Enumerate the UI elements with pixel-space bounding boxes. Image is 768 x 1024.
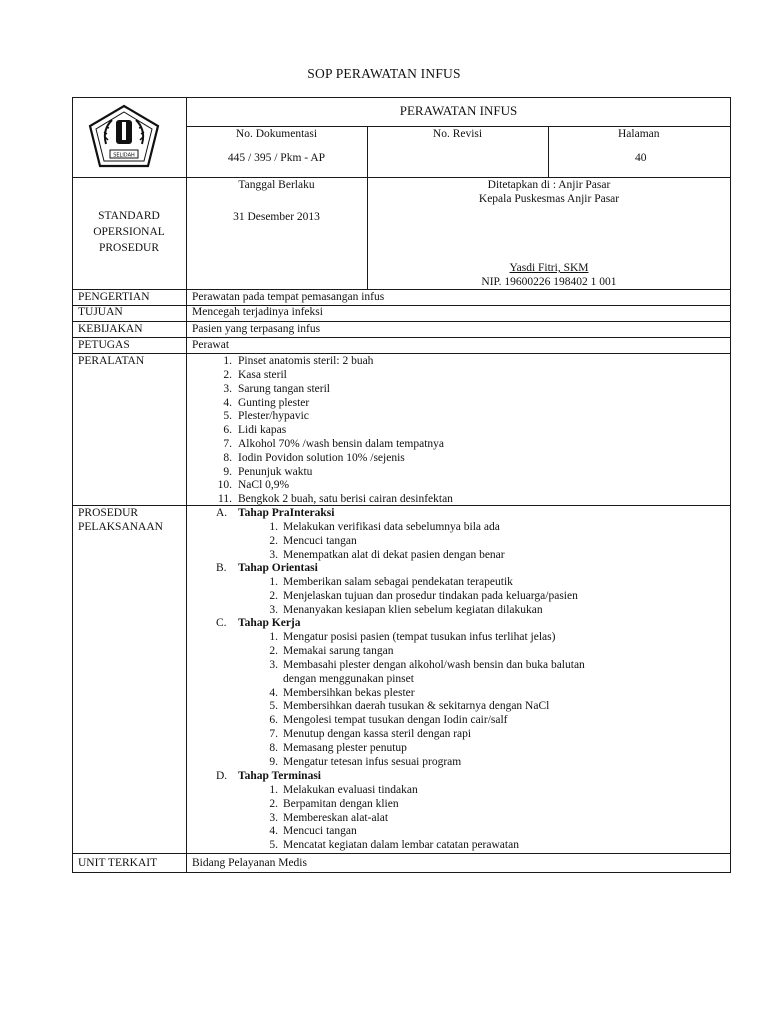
page-label: Halaman (618, 128, 660, 140)
list-item: Mencuci tangan (283, 535, 357, 547)
revision-label: No. Revisi (432, 128, 483, 140)
stage-title: Tahap Orientasi (238, 562, 318, 574)
list-item: Lidi kapas (238, 424, 287, 436)
row-label-unit: UNIT TERKAIT (78, 857, 158, 869)
list-item: Plester/hypavic (238, 410, 309, 422)
row-label-petugas: PETUGAS (78, 339, 130, 351)
row-label-prosedur-2: PELAKSANAAN (78, 521, 163, 533)
effective-label: Tanggal Berlaku (238, 179, 315, 191)
signer-nip: NIP. 19600226 198402 1 001 (481, 276, 617, 288)
sop-label-2: OPERSIONAL (93, 226, 165, 238)
list-item: Pinset anatomis steril: 2 buah (238, 355, 374, 367)
list-item: Mengolesi tempat tusukan dengan Iodin cair/salf (283, 714, 508, 726)
procedure-title: PERAWATAN INFUS (399, 103, 518, 118)
doc-no-value: 445 / 395 / Pkm - AP (227, 152, 326, 164)
list-item-continuation: dengan menggunakan pinset (283, 673, 414, 685)
page-title: SOP PERAWATAN INFUS (307, 66, 461, 81)
svg-text:SELIDAH: SELIDAH (113, 152, 135, 159)
list-item: Alkohol 70% /wash bensin dalam tempatnya (238, 438, 445, 450)
issued-location: Ditetapkan di : Anjir Pasar (487, 179, 611, 191)
sop-label-3: PROSEDUR (98, 242, 160, 254)
stage-letter: D. (216, 770, 228, 782)
list-item: Membereskan alat-alat (283, 812, 389, 824)
list-item: Melakukan evaluasi tindakan (283, 784, 418, 796)
list-item: Mengatur tetesan infus sesuai program (283, 756, 462, 768)
list-item: Mengatur posisi pasien (tempat tusukan infus terlihat jelas) (283, 631, 556, 643)
row-label-tujuan: TUJUAN (78, 306, 123, 318)
stage-letter: C. (216, 617, 227, 629)
list-item: Menempatkan alat di dekat pasien dengan benar (283, 549, 505, 561)
list-item: Menjelaskan tujuan dan prosedur tindakan pada keluarga/pasien (283, 590, 578, 602)
stage-letter: B. (216, 562, 227, 574)
row-value-petugas: Perawat (192, 339, 230, 351)
list-item: Penunjuk waktu (238, 466, 313, 478)
stage-title: Tahap Kerja (238, 617, 301, 629)
row-value-pengertian: Perawatan pada tempat pemasangan infus (192, 291, 385, 303)
row-label-peralatan: PERALATAN (78, 355, 145, 367)
list-item: Gunting plester (238, 397, 310, 409)
list-item: NaCl 0,9% (238, 479, 290, 491)
row-label-prosedur-1: PROSEDUR (78, 507, 139, 519)
stage-title: Tahap Terminasi (238, 770, 321, 782)
list-item: Membasahi plester dengan alkohol/wash bensin dan buka balutan (283, 659, 585, 671)
row-value-tujuan: Mencegah terjadinya infeksi (192, 306, 323, 318)
issued-by: Kepala Puskesmas Anjir Pasar (478, 193, 620, 205)
row-value-unit: Bidang Pelayanan Medis (192, 857, 307, 869)
list-item: Berpamitan dengan klien (283, 798, 399, 810)
signer-name: Yasdi Fitri, SKM (509, 262, 589, 274)
row-label-kebijakan: KEBIJAKAN (78, 323, 143, 335)
list-item: Mencatat kegiatan dalam lembar catatan perawatan (283, 839, 519, 851)
row-label-pengertian: PENGERTIAN (78, 291, 150, 303)
list-item: Membersihkan bekas plester (283, 687, 415, 699)
list-item: Menutup dengan kassa steril dengan rapi (283, 728, 472, 740)
list-item: Melakukan verifikasi data sebelumnya bila ada (283, 521, 500, 533)
list-item: Memberikan salam sebagai pendekatan terapeutik (283, 576, 513, 588)
stage-title: Tahap PraInteraksi (238, 507, 335, 519)
list-item: Iodin Povidon solution 10% /sejenis (238, 452, 405, 464)
puskesmas-logo (88, 104, 160, 170)
sop-label-1: STANDARD (98, 210, 160, 222)
list-item: Membersihkan daerah tusukan & sekitarnya dengan NaCl (283, 700, 550, 712)
list-item: Mencuci tangan (283, 825, 357, 837)
list-item: Kasa steril (238, 369, 287, 381)
stage-letter: A. (216, 507, 228, 519)
effective-value: 31 Desember 2013 (233, 211, 320, 223)
list-item: Bengkok 2 buah, satu berisi cairan desinfektan (238, 493, 453, 505)
list-item: Memasang plester penutup (283, 742, 407, 754)
list-item: Memakai sarung tangan (283, 645, 394, 657)
list-item: Sarung tangan steril (238, 383, 330, 395)
row-value-kebijakan: Pasien yang terpasang infus (192, 323, 321, 335)
doc-no-label: No. Dokumentasi (235, 128, 318, 140)
page-value: 40 (635, 152, 647, 164)
list-item: Menanyakan kesiapan klien sebelum kegiatan dilakukan (283, 604, 543, 616)
